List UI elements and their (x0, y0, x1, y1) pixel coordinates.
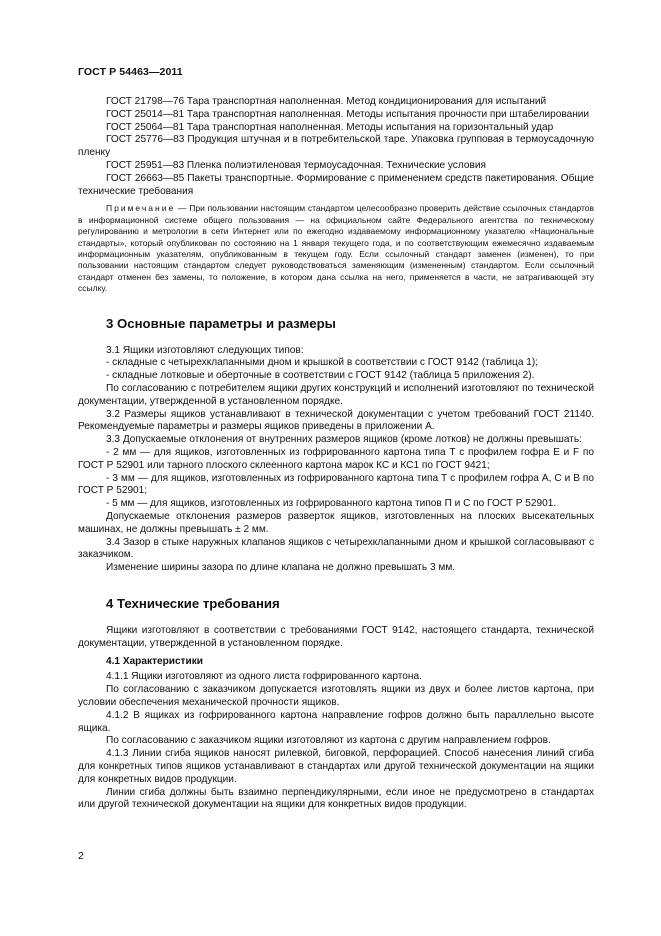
paragraph: По согласованию с заказчиком допускается изготовлять ящики из двух и более листов картона, при условии обеспечения механической прочности ящиков. (78, 684, 594, 708)
paragraph: 3.4 Зазор в стыке наружных клапанов ящиков с четырехклапанными дном и крышкой согласовывают с заказчиком. (78, 536, 594, 561)
list-item: - 2 мм — для ящиков, изготовленных из гофрированного картона типа Т с профилем гофра Е и F по ГОСТ Р 52901 или тарного плоского склеенного картона марок КС и КС1 по ГОСТ 9421; (78, 447, 594, 471)
reference-item: ГОСТ 21798—76 Тара транспортная наполненная. Метод кондиционирования для испытаний (106, 96, 547, 107)
paragraph: 3.2 Размеры ящиков устанавливают в технической документации с учетом требований ГОСТ 21140. Рекомендуемые параметры и размеры ящиков приведены в приложении А. (78, 408, 594, 433)
section-3-heading: 3 Основные параметры и размеры (106, 315, 336, 331)
paragraph: 3.3 Допускаемые отклонения от внутренних размеров ящиков (кроме лотков) не должны превышать: (106, 434, 582, 446)
page-content (78, 96, 594, 812)
list-item: - складные с четырехклапанными дном и крышкой в соответствии с ГОСТ 9142 (таблица 1); (106, 357, 539, 369)
paragraph: По согласованию с потребителем ящики других конструкций и исполнений изготовляют по технической документации, утвержденной в установленном порядке. (78, 383, 594, 407)
paragraph: По согласованию с заказчиком ящики изготовляют из картона с другим направлением гофров. (106, 735, 551, 747)
reference-item: ГОСТ 26663—85 Пакеты транспортные. Формирование с применением средств пакетирования. Общие технические требования (78, 172, 594, 197)
paragraph: 4.1.3 Линии сгиба ящиков наносят рилевкой, биговкой, перфорацией. Способ нанесения линий сгиба для конкретных типов ящиков устанавливают в стандартах или другой технической документации на ящики для конкретных видов продукции. (78, 748, 594, 785)
paragraph: 4.1.2 В ящиках из гофрированного картона направление гофров должно быть параллельно высоте ящика. (78, 709, 594, 734)
paragraph: Изменение ширины зазора по длине клапана не должно превышать 3 мм. (106, 562, 456, 574)
paragraph: Ящики изготовляют в соответствии с требованиями ГОСТ 9142, настоящего стандарта, технической документации, утвержденной в установленном порядке. (78, 624, 594, 649)
section-4-body (78, 625, 594, 812)
paragraph: 3.1 Ящики изготовляют следующих типов: (106, 344, 304, 356)
document-header: ГОСТ Р 54463—2011 (78, 66, 183, 78)
section-4-heading: 4 Технические требования (106, 595, 280, 611)
list-item: - 3 мм — для ящиков, изготовленных из гофрированного картона типа Т с профилем гофра А, С и В по ГОСТ Р 52901; (78, 472, 594, 497)
paragraph: Линии сгиба должны быть взаимно перпендикулярными, если иное не предусмотрено в стандартах или другой технической документации на ящики для конкретных видов продукции. (78, 786, 594, 811)
reference-item: ГОСТ 25951—83 Пленка полиэтиленовая термоусадочная. Технические условия (106, 159, 486, 171)
reference-item: ГОСТ 25064—81 Тара транспортная наполненная. Методы испытания на горизонтальный удар (106, 121, 554, 133)
paragraph: Допускаемые отклонения размеров разверток ящиков, изготовленных на плоских высекательных машинах, не должны превышать ± 2 мм. (78, 510, 594, 535)
note-paragraph (78, 203, 594, 294)
note-text: — При пользовании настоящим стандартом целесообразно проверить действие ссылочных стандартов в информационной системе общего пользования — на официальном сайте Федерального агентства по техническому регулированию и метрологии в сети Интернет или по ежегодно издаваемому информационному указателю «Национальные стандарты», который опубликован по состоянию на 1 января текущего года, и по соответствующим ежемесячно издаваемым информационным указателям, опубликованным в текущем году. Если ссылочный стандарт заменен (изменен), то при пользовании настоящим стандартом следует руководствоваться заменяющим (измененным) стандартом. Если ссылочный стандарт отменен без замены, то положение, в котором дана ссылка на него, применяется в части, не затрагивающей эту ссылку. (78, 203, 594, 294)
subsection-4-1-heading: 4.1 Характеристики (106, 655, 203, 667)
note-label: Примечание (106, 203, 176, 214)
section-3-body (78, 345, 594, 575)
list-item: - 5 мм — для ящиков, изготовленных из гофрированного картона типов П и С по ГОСТ Р 52901. (106, 498, 557, 510)
normative-references-list (78, 96, 594, 198)
list-item: - складные лотковые и оберточные в соответствии с ГОСТ 9142 (таблица 5 приложения 2). (106, 370, 535, 382)
page-number: 2 (78, 850, 84, 862)
reference-item: ГОСТ 25776—83 Продукция штучная и в потребительской таре. Упаковка групповая в термоусадочную пленку (78, 134, 594, 159)
paragraph: 4.1.1 Ящики изготовляют из одного листа гофрированного картона. (106, 671, 422, 683)
reference-item: ГОСТ 25014—81 Тара транспортная наполненная. Методы испытания прочности при штабелировании (106, 108, 590, 120)
